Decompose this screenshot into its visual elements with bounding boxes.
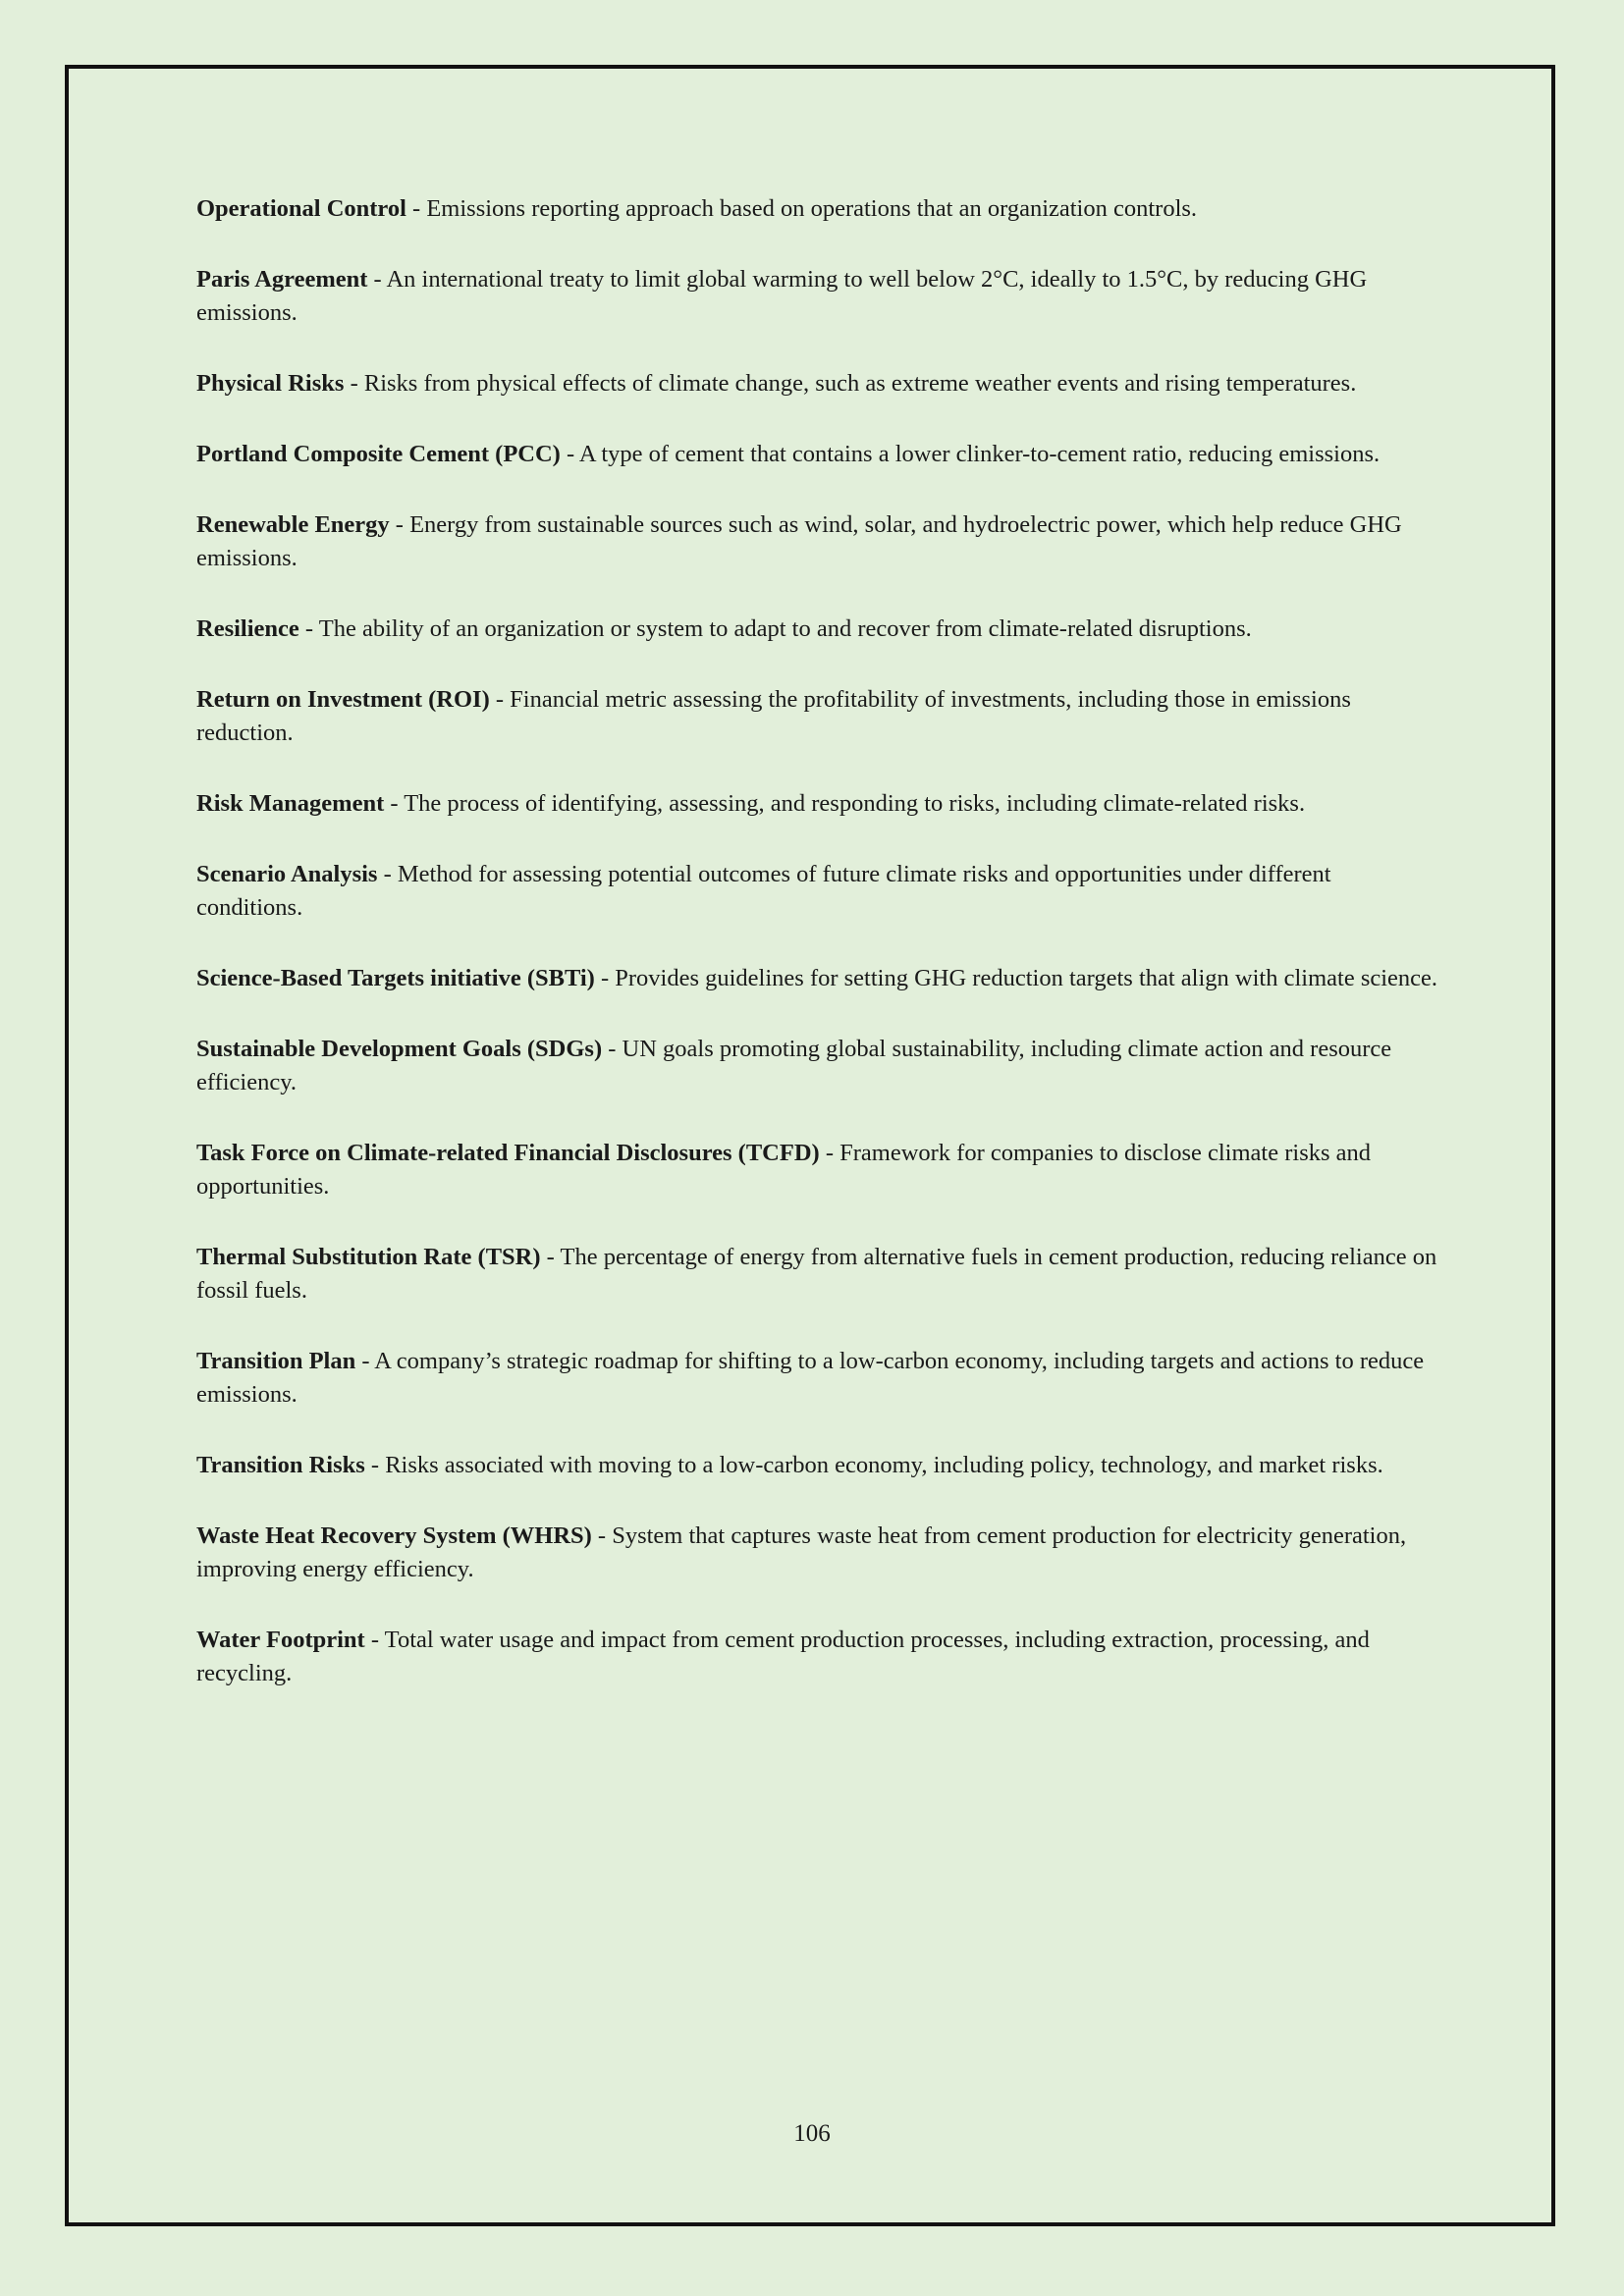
glossary-definition: - Emissions reporting approach based on operations that an organization controls. bbox=[406, 195, 1198, 222]
glossary-definition: - Risks associated with moving to a low-carbon economy, including policy, technology, and market risks. bbox=[364, 1452, 1383, 1478]
glossary-term: Physical Risks bbox=[196, 370, 345, 397]
glossary-term: Portland Composite Cement (PCC) bbox=[196, 441, 561, 467]
glossary-term: Paris Agreement bbox=[196, 266, 368, 293]
glossary-definition: - The process of identifying, assessing, and responding to risks, including climate-related risks. bbox=[384, 790, 1306, 817]
glossary-entry bbox=[196, 263, 1438, 330]
glossary-entry bbox=[196, 787, 1438, 821]
glossary-term: Sustainable Development Goals (SDGs) bbox=[196, 1036, 603, 1062]
glossary-entry bbox=[196, 367, 1438, 400]
glossary-term: Resilience bbox=[196, 615, 299, 642]
glossary-entry bbox=[196, 1449, 1438, 1482]
glossary-definition: - Framework for companies to disclose climate risks and opportunities. bbox=[196, 1140, 1372, 1200]
glossary-definition: - Energy from sustainable sources such as wind, solar, and hydroelectric power, which help reduce GHG emissions. bbox=[196, 511, 1402, 571]
glossary-entry bbox=[196, 1345, 1438, 1412]
glossary-term: Transition Plan bbox=[196, 1348, 356, 1374]
glossary-entry bbox=[196, 1624, 1438, 1690]
glossary-term: Task Force on Climate-related Financial Disclosures (TCFD) bbox=[196, 1140, 820, 1166]
glossary-entry bbox=[196, 962, 1438, 995]
glossary-entry bbox=[196, 1033, 1438, 1099]
glossary-term: Transition Risks bbox=[196, 1452, 365, 1478]
glossary-entry bbox=[196, 508, 1438, 575]
glossary-definition: - An international treaty to limit global warming to well below 2°C, ideally to 1.5°C, by reducing GHG emissions. bbox=[196, 266, 1368, 326]
glossary-entry bbox=[196, 683, 1438, 750]
glossary-definition: - Method for assessing potential outcomes of future climate risks and opportunities under different conditions. bbox=[196, 861, 1331, 921]
glossary-definition: - Provides guidelines for setting GHG reduction targets that align with climate science. bbox=[594, 965, 1438, 991]
glossary-entry bbox=[196, 1241, 1438, 1308]
glossary-definition: - System that captures waste heat from cement production for electricity generation, improving energy efficiency. bbox=[196, 1522, 1407, 1582]
glossary-term: Science-Based Targets initiative (SBTi) bbox=[196, 965, 595, 991]
glossary-term: Operational Control bbox=[196, 195, 406, 222]
glossary-definition: - Total water usage and impact from cement production processes, including extraction, processing, and recycling. bbox=[196, 1627, 1370, 1686]
glossary-definition: - A company’s strategic roadmap for shifting to a low-carbon economy, including targets and actions to reduce emissions. bbox=[196, 1348, 1425, 1408]
glossary-term: Renewable Energy bbox=[196, 511, 390, 538]
glossary-term: Thermal Substitution Rate (TSR) bbox=[196, 1244, 541, 1270]
glossary-definition: - The percentage of energy from alternative fuels in cement production, reducing reliance on fossil fuels. bbox=[196, 1244, 1437, 1304]
glossary-definition: - Financial metric assessing the profitability of investments, including those in emissions reduction. bbox=[196, 686, 1351, 746]
glossary-entry bbox=[196, 1137, 1438, 1203]
page-number: 106 bbox=[793, 2120, 831, 2147]
glossary-term: Scenario Analysis bbox=[196, 861, 378, 887]
glossary-entry bbox=[196, 613, 1438, 646]
glossary-term: Return on Investment (ROI) bbox=[196, 686, 490, 713]
glossary-definition: - The ability of an organization or system to adapt to and recover from climate-related disruptions. bbox=[298, 615, 1252, 642]
glossary-entry bbox=[196, 858, 1438, 925]
glossary-entry bbox=[196, 1520, 1438, 1586]
glossary-entry bbox=[196, 192, 1438, 226]
glossary-term: Water Footprint bbox=[196, 1627, 365, 1653]
glossary-definition: - A type of cement that contains a lower clinker-to-cement ratio, reducing emissions. bbox=[560, 441, 1380, 467]
glossary-definition: - UN goals promoting global sustainability, including climate action and resource efficiency. bbox=[196, 1036, 1392, 1095]
glossary-list bbox=[196, 192, 1438, 1728]
glossary-entry bbox=[196, 438, 1438, 471]
glossary-definition: - Risks from physical effects of climate change, such as extreme weather events and rising temperatures. bbox=[344, 370, 1357, 397]
glossary-term: Waste Heat Recovery System (WHRS) bbox=[196, 1522, 592, 1549]
glossary-term: Risk Management bbox=[196, 790, 385, 817]
